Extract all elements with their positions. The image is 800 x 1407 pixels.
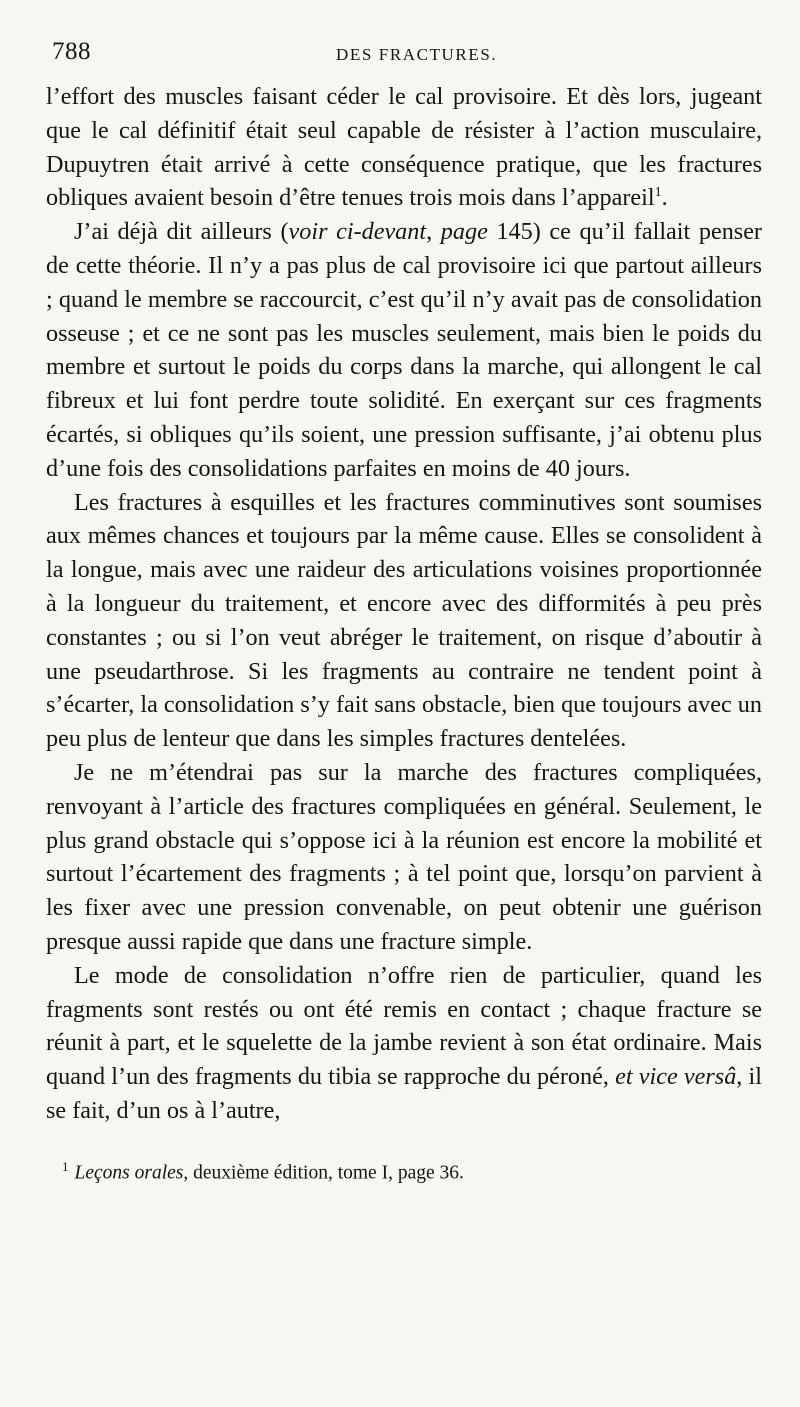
running-head: DES FRACTURES. [336,45,498,64]
paragraph-1 [46,80,762,215]
page-number: 788 [52,38,91,65]
footnote-reference: 1 [654,185,662,201]
footnote-text [75,1162,464,1183]
text-run: Je ne m’étendrai pas sur la marche des fractures compliquées, renvoyant à l’article des fractures compliquées en général. Seulement, le plus grand obstacle qui s’oppose ici à la réunion est encore la mobilité et surtout l’écartement des fragments ; à tel point que, lorsqu’on parvient à les fixer avec une pression convenable, on peut obtenir une guérison presque aussi rapide que dans une fracture simple. [46,758,762,955]
text-run: 145) ce qu’il fallait penser de cette théorie. Il n’y a pas plus de cal provisoire ici que partout ailleurs ; quand le membre se raccourcit, c’est qu’il n’y avait pas de consolidation osseuse ; et ce ne sont pas les muscles seulement, mais bien le poids du membre et surtout le poids du corps dans la marche, qui allongent le cal fibreux et lui font perdre toute solidité. En exerçant sur ces fragments écartés, si obliques qu’ils soient, une pression suffisante, j’ai obtenu plus d’une fois des consolidations parfaites en moins de 40 jours. [46,218,762,482]
text-run: , il se fait, d’un os à l’autre, [46,1063,762,1124]
footnote [46,1154,762,1187]
paragraph-3 [46,486,762,756]
italic-text: et vice versâ [615,1063,737,1091]
text-run: Les fractures à esquilles et les fractures comminutives sont soumises aux mêmes chances et toujours par la même cause. Elles se consolident à la longue, mais avec une raideur des articulations voisines proportionnée à la longueur du traitement, et encore avec des difformités à peu près constantes ; ou si l’on veut abréger le traitement, on risque d’aboutir à une pseudarthrose. Si les fragments au contraire ne tendent point à s’écarter, la consolidation s’y fait sans obstacle, bien que toujours avec un peu plus de lenteur que dans les simples fractures dentelées. [46,488,762,753]
paragraph-5 [46,959,762,1128]
text-run: , [426,218,441,246]
italic-text: Leçons orales [74,1162,184,1184]
paragraph-4 [46,756,762,959]
footnote-marker: 1 [62,1158,69,1174]
text-run: . [661,184,668,212]
italic-text: voir ci-devant [288,218,427,246]
page-header [46,38,762,80]
text-run: l’effort des muscles faisant céder le cal provisoire. Et dès lors, jugeant que le cal définitif était seul capable de résister à l’action musculaire, Dupuytren était arrivé à cette conséquence pratique, que les fractures obliques avaient besoin d’être tenues trois mois dans l’appareil [46,83,762,212]
text-run: , deuxième édition, tome I, page 36. [183,1162,464,1184]
body-text [46,80,762,1128]
text-run: Le mode de consolidation n’offre rien de particulier, quand les fragments sont restés ou ont été remis en contact ; chaque fracture se réunit à part, et le squelette de la jambe revient à son état ordinaire. Mais quand l’un des fragments du tibia se rapproche du péroné, [46,961,762,1091]
italic-text: page [440,218,488,246]
paragraph-2 [46,215,762,485]
text-run: J’ai déjà dit ailleurs ( [74,218,289,246]
